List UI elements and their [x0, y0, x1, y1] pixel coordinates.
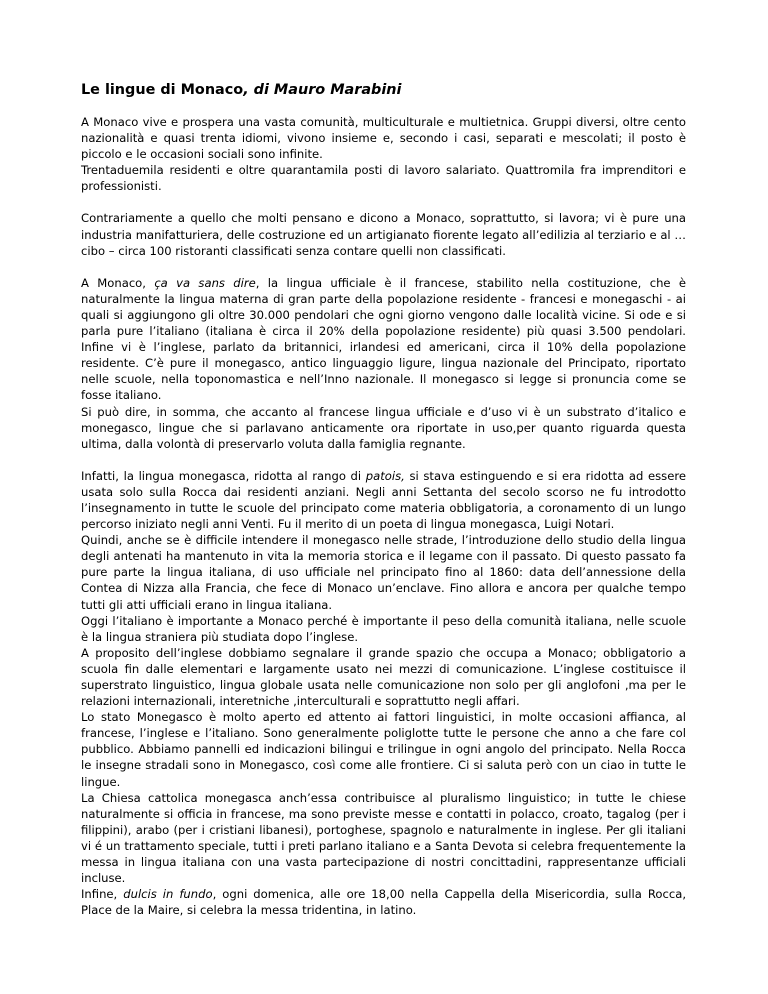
italic-phrase: ça va sans dire [154, 275, 256, 290]
italic-phrase: dulcis in fundo [123, 887, 213, 902]
paragraph: Si può dire, in somma, che accanto al francese lingua ufficiale e d’uso vi è un substrato d’italico e monegasco, lingue che si parlavano anticamente ora riportate in uso,per quanto riguarda questa ultima, dalla volontà di preservarlo voluta dalla famiglia regnante. [81, 404, 686, 451]
paragraph [81, 275, 686, 404]
paragraph-text: , ogni domenica, alle ore 18,00 nella Cappella della Misericordia, sulla Rocca, Place de la Maire, si celebra la messa tridentina, in latino. [81, 887, 686, 918]
paragraph: La Chiesa cattolica monegasca anch’essa contribuisce al pluralismo linguistico; in tutte le chiese naturalmente si officia in francese, ma sono previste messe e contatti in polacco, croato, tagalog (per i filippini), arabo (per i cristiani libanesi), portoghese, spagnolo e naturalmente in inglese. Per gli italiani vi é un trattamento speciale, tutti i preti parlano italiano e a Santa Devota si celebra frequentemente la messa in lingua italiana con una vasta partecipazione di nostri concittadini, rappresentanze ufficiali incluse. [81, 790, 686, 886]
paragraph: Lo stato Monegasco è molto aperto ed attento ai fattori linguistici, in molte occasioni affianca, al francese, l’inglese e l’italiano. Sono generalmente poliglotte tutte le persone che anno a che fare col pubblico. Abbiamo pannelli ed indicazioni bilingui e trilingue in ogni angolo del principato. Nella Rocca le insegne stradali sono in Monegasco, così come alle frontiere. Ci si saluta però con un ciao in tutte le lingue. [81, 710, 686, 789]
paragraph-text: si stava estinguendo e si era ridotta ad essere usata solo sulla Rocca dai residenti anziani. Negli anni Settanta del secolo scorso ne fu introdotto l’insegnamento in tutte le scuole del principato come materia obbligatoria, a coronamento di un lungo percorso iniziato negli anni Venti. Fu il merito di un poeta di lingua monegasca, Luigi Notari. [81, 468, 686, 532]
document-title [81, 81, 686, 99]
paragraph-text: Infine, [81, 887, 124, 902]
paragraph: Oggi l’italiano è importante a Monaco perché è importante il peso della comunità italiana, nelle scuole è la lingua straniera più studiata dopo l’inglese. [81, 613, 686, 644]
paragraph: A Monaco vive e prospera una vasta comunità, multiculturale e multietnica. Gruppi diversi, oltre cento nazionalità e quasi trenta idiomi, vivono insieme e, secondo i casi, separati e mescolati; il posto è piccolo e le occasioni sociali sono infinite. [81, 115, 686, 162]
italic-phrase: patois, [365, 468, 405, 483]
paragraph: Quindi, anche se è difficile intendere il monegasco nelle strade, l’introduzione dello studio della lingua degli antenati ha mantenuto in vita la memoria storica e il legame con il passato. Di questo passato fa pure parte la lingua italiana, di uso ufficiale nel principato fino al 1860: data dell’annessione della Contea di Nizza alla Francia, che fece di Monaco un’enclave. Fino allora e ancora per qualche tempo tutti gli atti ufficiali erano in lingua italiana. [81, 533, 686, 612]
title-main: Le lingue di Monaco [81, 82, 244, 98]
paragraph: A proposito dell’inglese dobbiamo segnalare il grande spazio che occupa a Monaco; obbligatorio a scuola fin dalle elementari e largamente usato nei mezzi di comunicazione. L’inglese costituisce il superstrato linguistico, lingua globale usata nelle comunicazione non solo per gli anglofoni ,ma per le relazioni internazionali, interetniche ,interculturali e soprattutto negli affari. [81, 645, 686, 709]
title-author: , di Mauro Marabini [243, 82, 402, 98]
paragraph: Contrariamente a quello che molti pensano e dicono a Monaco, soprattutto, si lavora; vi è pure una industria manifatturiera, delle costruzione ed un artigianato fiorente legato all’edilizia al terziario e al … cibo – circa 100 ristoranti classificati senza contare quelli non classificati. [81, 211, 686, 258]
paragraph [81, 468, 686, 532]
paragraph-text: A Monaco, [81, 275, 155, 290]
paragraph-text: , la lingua ufficiale è il francese, stabilito nella costituzione, che è naturalmente la lingua materna di gran parte della popolazione residente - francesi e monegaschi - ai quali si aggiungono gli oltre 30.000 pendolari che ogni giorno vengono dalle località vicine. Si ode e si parla pure l’italiano (italiana è circa il 20% della popolazione residente) più quasi 3.500 pendolari. Infine vi è l’inglese, parlato da britannici, irlandesi ed americani, circa il 10% della popolazione residente. C’è pure il monegasco, antico linguaggio ligure, lingua nazionale del Principato, riportato nelle scuole, nella toponomastica e nell’Inno nazionale. Il monegasco si legge si pronuncia come se fosse italiano. [81, 275, 687, 403]
document-page [81, 81, 686, 918]
paragraph-text: Infatti, la lingua monegasca, ridotta al rango di [81, 468, 366, 483]
paragraph: Trentaduemila residenti e oltre quarantamila posti di lavoro salariato. Quattromila fra imprenditori e professionisti. [81, 163, 686, 194]
paragraph [81, 886, 686, 918]
